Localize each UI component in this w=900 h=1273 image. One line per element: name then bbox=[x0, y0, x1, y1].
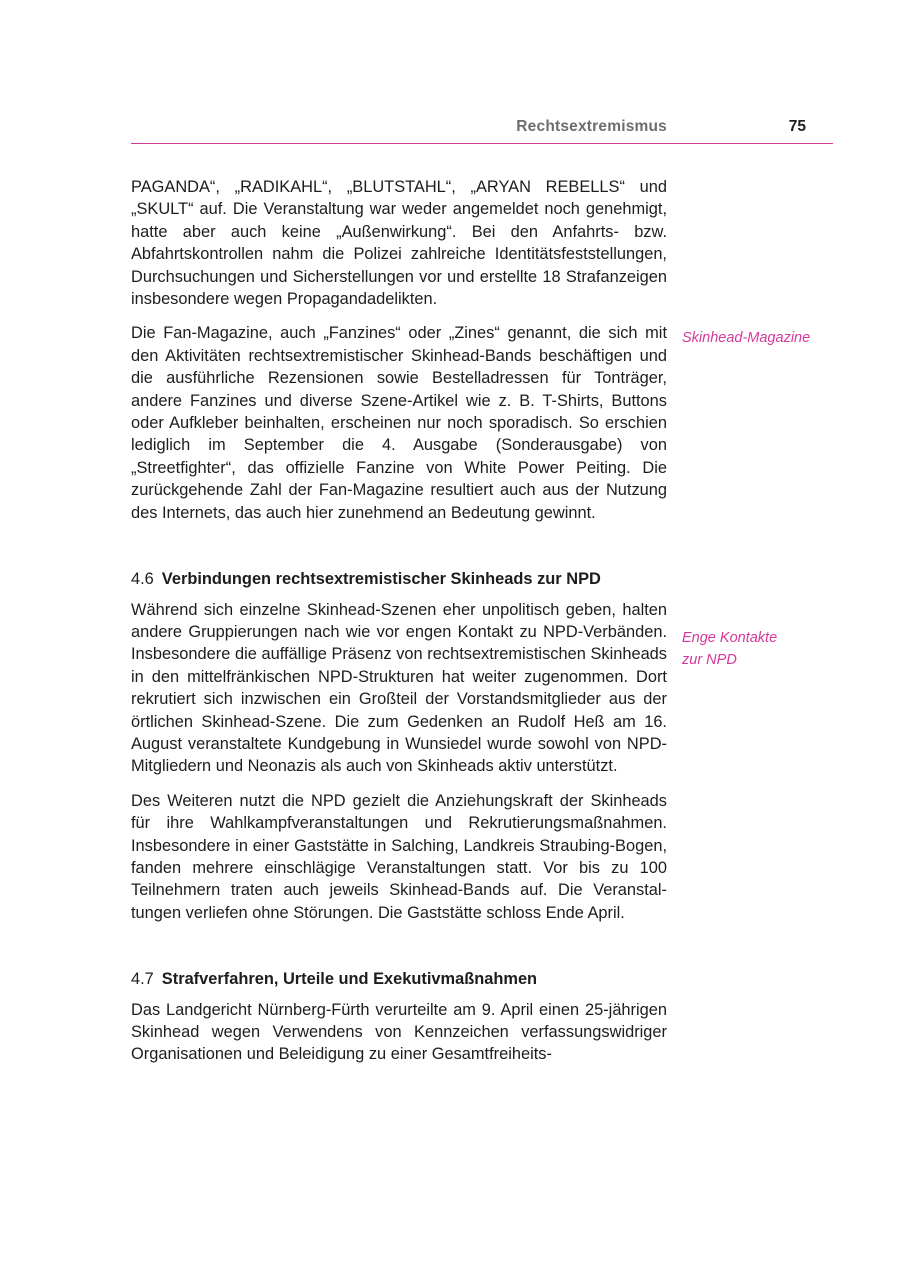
section-number: 4.7 bbox=[131, 970, 154, 989]
paragraph-continuation: PAGANDA“, „RADIKAHL“, „BLUTSTAHL“, „ARYAN REBELLS“ und „SKULT“ auf. Die Veranstaltung war weder angemeldet noch genehmigt, hatte aber auch keine „Außenwirkung“. Bei den Anfahrts- bzw. Abfahrtskontrollen nahm die Polizei zahlreiche Identitätsfeststellungen, Durchsuchungen und Sicherstellungen vor und erstellte 18 Strafanzeigen insbesondere wegen Propagandadelikten. bbox=[131, 178, 667, 309]
paragraph-npd-recruitment: Des Weiteren nutzt die NPD gezielt die Anziehungskraft der Skinheads für ihre Wahlkampfveranstaltungen und Rekrutierungsmaßnahmen. Insbesondere in einer Gaststätte in Salching, Landkreis Straubing-Bogen, fanden mehrere einschlägige Veranstaltungen statt. Vor bis zu 100 Teilnehmern traten auch jeweils Skinhead-Bands auf. Die Veranstaltungen verliefen ohne Störungen. Die Gaststätte schloss Ende April. bbox=[131, 791, 667, 922]
section-heading-4-6 bbox=[131, 568, 667, 590]
margin-note-enge-kontakte bbox=[682, 627, 842, 671]
margin-note-text: Skinhead-Magazine bbox=[682, 330, 811, 346]
page-header bbox=[131, 117, 833, 144]
section-title: Strafverfahren, Urteile und Exekutivmaßnahmen bbox=[161, 970, 538, 989]
main-text-column bbox=[131, 176, 667, 1066]
paragraph-fan-magazines: Die Fan-Magazine, auch „Fanzines“ oder „Zines“ genannt, die sich mit den Aktivitäten rechtsextremistischer Skinhead-Bands beschäftigen und die ausführliche Rezensionen sowie Bestelladressen für Tonträger, andere Fanzines und diverse Szene-Artikel wie z. B. T-Shirts, Buttons oder Aufkleber beinhalten, erscheinen nur noch sporadisch. So erschien lediglich im September die 4. Ausgabe (Sonderausgabe) von „Streetfighter“, das offizielle Fanzine von White Power Peiting. Die zurückgehende Zahl der Fan-Magazine resultiert auch aus der Nutzung des Internets, das auch hier zunehmend an Bedeutung gewinnt. bbox=[131, 324, 667, 522]
section-heading-4-7 bbox=[131, 968, 667, 990]
section-number: 4.6 bbox=[131, 570, 154, 589]
section-title: Verbindungen rechtsextremistischer Skinheads zur NPD bbox=[161, 570, 601, 589]
page-number: 75 bbox=[788, 118, 806, 135]
margin-note-skinhead-magazine bbox=[682, 327, 842, 349]
margin-note-line: zur NPD bbox=[682, 652, 737, 668]
paragraph-court-rulings: Das Landgericht Nürnberg-Fürth verurteilte am 9. April einen 25-jährigen Skinhead wegen Verwendens von Kennzeichen verfassungswidriger Organisationen und Beleidigung zu einer Gesamtfreiheits- bbox=[131, 1000, 667, 1064]
margin-note-line: Enge Kontakte bbox=[682, 630, 778, 646]
running-title: Rechtsextremismus bbox=[516, 118, 667, 135]
paragraph-npd-contacts: Während sich einzelne Skinhead-Szenen eher unpolitisch geben, halten andere Gruppierungen nach wie vor engen Kontakt zu NPD-Verbänden. Insbesondere die auffällige Präsenz von rechtsextremistischen Skinheads in den mittelfränkischen NPD-Strukturen hat weiter zugenommen. Dort rekrutiert sich inzwischen ein Großteil der Vorstandsmitglieder aus der örtlichen Skinhead-Szene. Die zum Gedenken an Rudolf Heß am 16. August veranstaltete Kundgebung in Wunsiedel wurde sowohl von NPD-Mitgliedern und Neonazis als auch von Skinheads aktiv unterstützt. bbox=[131, 600, 667, 776]
